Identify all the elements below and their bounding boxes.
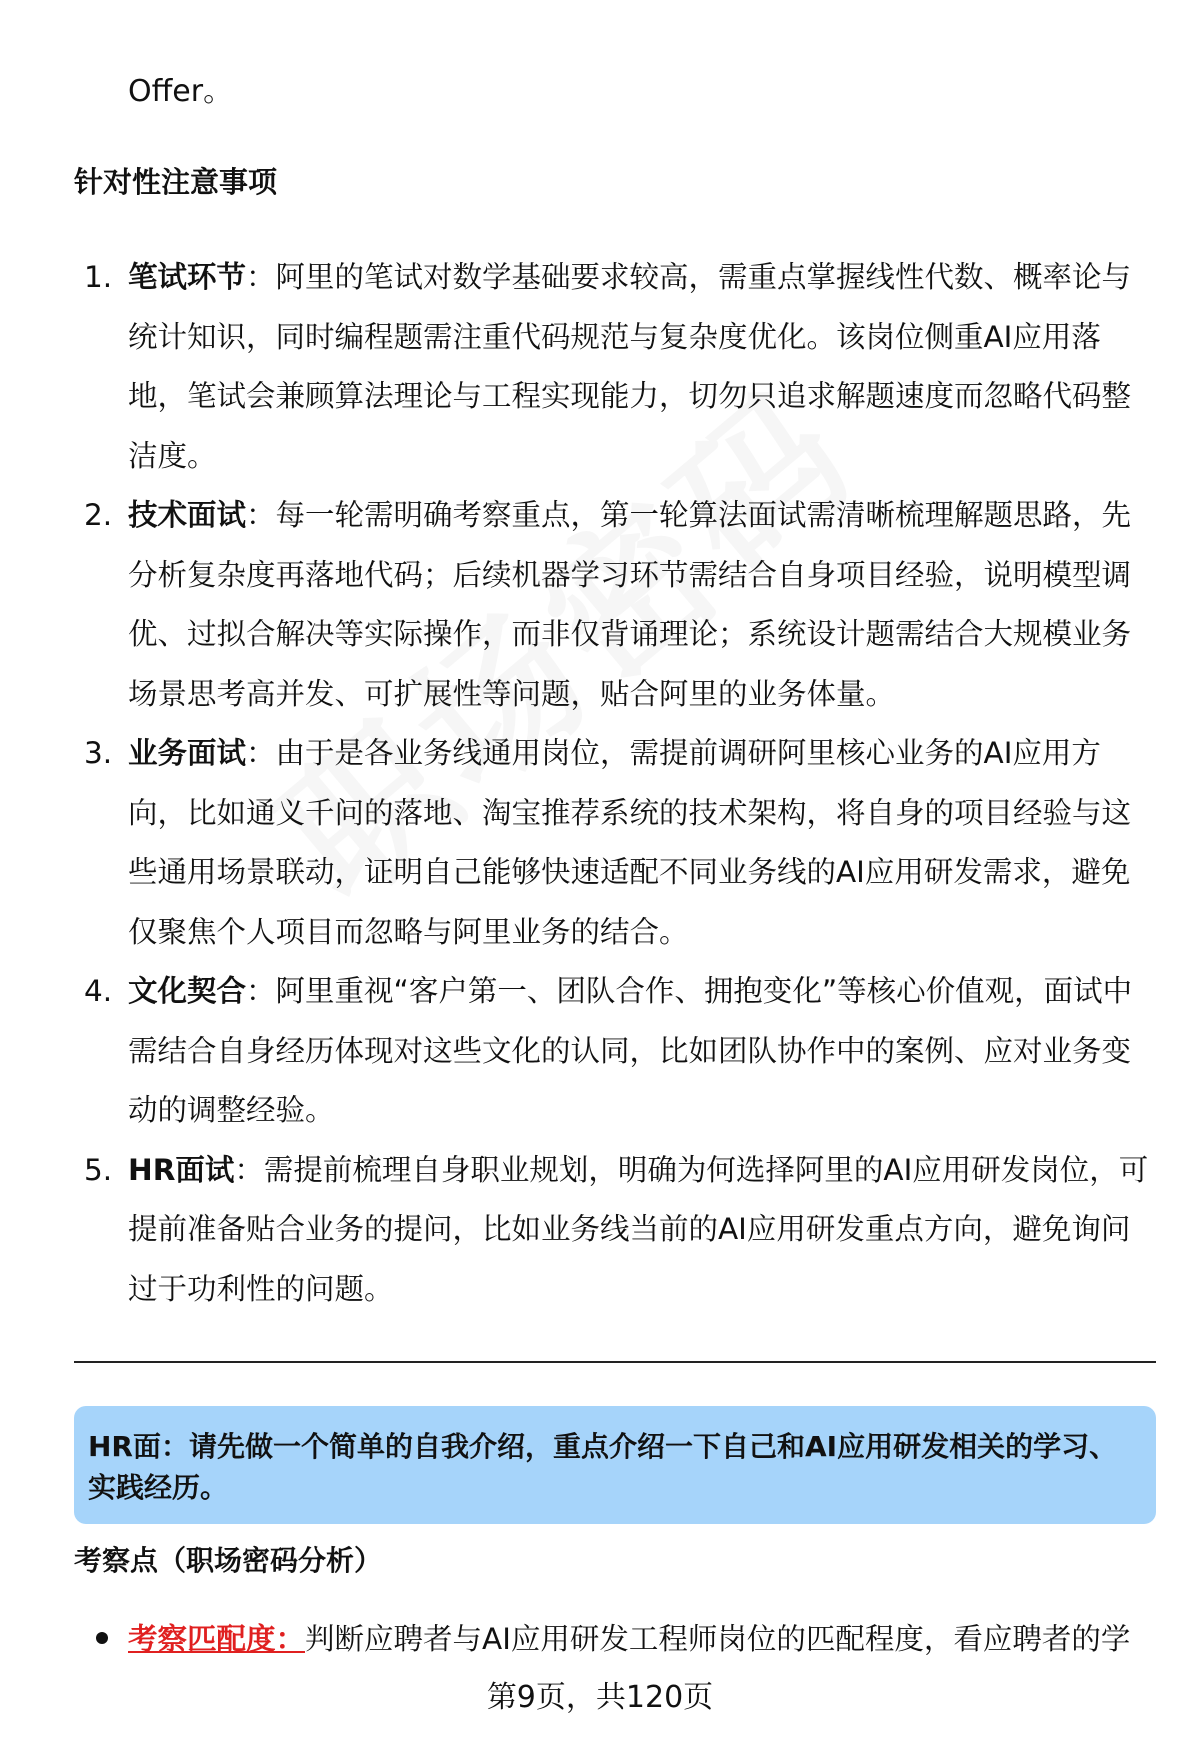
note-number: 2. <box>84 498 113 532</box>
note-separator: ： <box>234 1152 264 1187</box>
note-title: 技术面试 <box>128 498 247 532</box>
note-item <box>74 248 1154 486</box>
analysis-heading: 考察点（职场密码分析） <box>74 1544 383 1577</box>
notes-list <box>74 248 1154 1319</box>
note-separator: ： <box>246 498 276 532</box>
note-title: 笔试环节 <box>128 260 247 294</box>
continuation-text: Offer。 <box>128 74 234 109</box>
bullet-text-wrap <box>128 1617 1130 1661</box>
note-text: 每一轮需明确考察重点，第一轮算法面试需清晰梳理解题思路，先分析复杂度再落地代码；后续机器学习环节需结合自身项目经验，说明模型调优、过拟合解决等实际操作，而非仅背诵理论；系统设计题需结合大规模业务场景思考高并发、可扩展性等问题，贴合阿里的业务体量。 <box>128 498 1132 711</box>
bullet-label-link[interactable]: 考察匹配度： <box>128 1622 306 1656</box>
note-title: 业务面试 <box>128 736 247 770</box>
note-separator: ： <box>246 736 276 770</box>
note-number: 4. <box>84 974 113 1008</box>
question-box <box>74 1406 1156 1524</box>
section-divider <box>74 1361 1156 1363</box>
note-number: 5. <box>84 1152 113 1187</box>
note-number: 1. <box>84 260 113 294</box>
note-separator: ： <box>246 260 276 294</box>
bullet-dot-icon <box>96 1632 108 1644</box>
note-item <box>74 724 1154 962</box>
note-title: 文化契合 <box>128 974 247 1008</box>
note-text: 由于是各业务线通用岗位，需提前调研阿里核心业务的AI应用方向，比如通义千问的落地、淘宝推荐系统的技术架构，将自身的项目经验与这些通用场景联动，证明自己能够快速适配不同业务线的AI应用研发需求，避免仅聚焦个人项目而忽略与阿里业务的结合。 <box>128 736 1132 949</box>
section-title: 针对性注意事项 <box>74 165 278 199</box>
note-separator: ： <box>246 974 276 1008</box>
question-text: HR面：请先做一个简单的自我介绍，重点介绍一下自己和AI应用研发相关的学习、实践经历。 <box>88 1430 1118 1504</box>
note-text: 需提前梳理自身职业规划，明确为何选择阿里的AI应用研发岗位，可提前准备贴合业务的提问，比如业务线当前的AI应用研发重点方向，避免询问过于功利性的问题。 <box>128 1152 1149 1306</box>
note-item <box>74 962 1154 1141</box>
note-number: 3. <box>84 736 113 770</box>
note-text: 阿里重视“客户第一、团队合作、拥抱变化”等核心价值观，面试中需结合自身经历体现对这些文化的认同，比如团队协作中的案例、应对业务变动的调整经验。 <box>128 974 1133 1127</box>
note-title: HR面试 <box>128 1152 235 1187</box>
note-text: 阿里的笔试对数学基础要求较高，需重点掌握线性代数、概率论与统计知识，同时编程题需注重代码规范与复杂度优化。该岗位侧重AI应用落地，笔试会兼顾算法理论与工程实现能力，切勿只追求解题速度而忽略代码整洁度。 <box>128 260 1132 473</box>
note-item <box>74 486 1154 724</box>
page-footer: 第9页，共120页 <box>486 1680 714 1715</box>
bullet-text: 判断应聘者与AI应用研发工程师岗位的匹配程度，看应聘者的学 <box>305 1622 1131 1656</box>
note-item <box>74 1141 1154 1320</box>
